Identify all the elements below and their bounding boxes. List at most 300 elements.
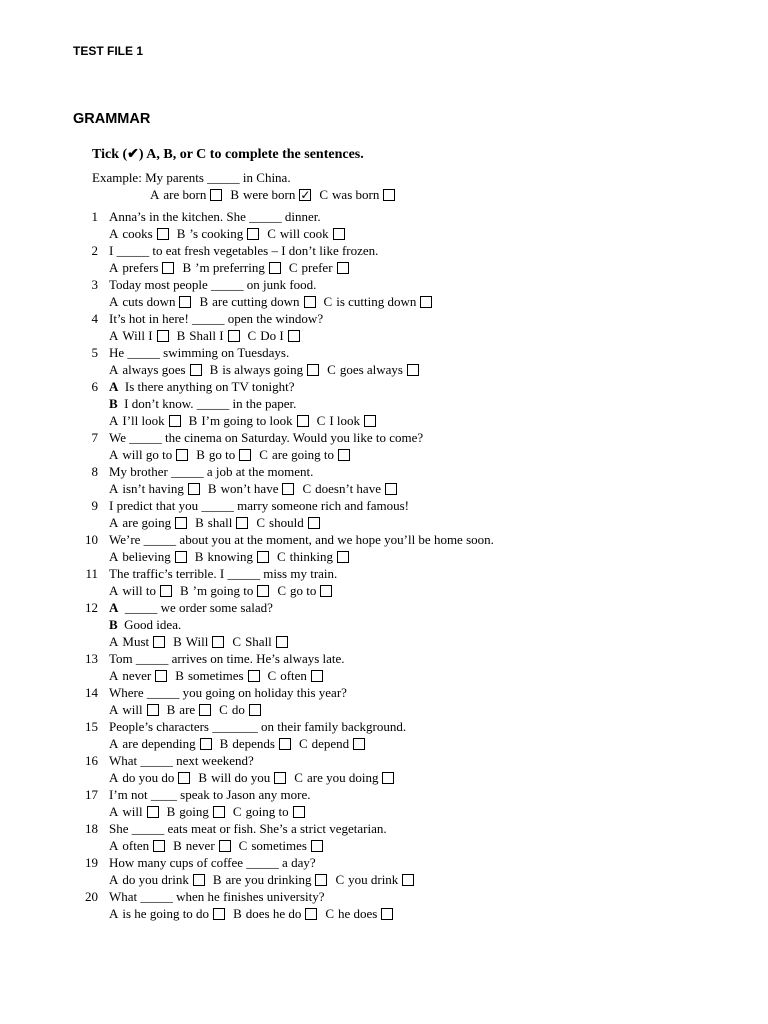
option-c[interactable] — [233, 804, 305, 820]
question-text — [109, 685, 347, 701]
option-a[interactable] — [109, 549, 187, 565]
option-text: do — [231, 702, 245, 717]
speaker-label: A — [109, 379, 119, 394]
question-text — [109, 311, 323, 327]
question-number: 20 — [85, 889, 98, 904]
option-a[interactable] — [109, 702, 159, 718]
option-a[interactable] — [109, 260, 174, 276]
option-letter: C — [335, 872, 345, 887]
speaker-label: B — [109, 396, 118, 411]
question-sentence: It’s hot in here! _____ open the window? — [109, 311, 324, 326]
option-c[interactable] — [239, 838, 323, 854]
answer-checkbox[interactable] — [315, 874, 327, 886]
option-b[interactable] — [220, 736, 291, 752]
option-b[interactable] — [173, 838, 231, 854]
answer-checkbox[interactable] — [160, 585, 172, 597]
option-text: is cutting down — [336, 294, 417, 309]
option-c[interactable] — [289, 260, 349, 276]
option-c[interactable] — [319, 187, 395, 203]
answer-checkbox[interactable] — [297, 415, 309, 427]
option-text: are cutting down — [212, 294, 300, 309]
option-letter: C — [294, 770, 303, 785]
option-b[interactable] — [195, 549, 269, 565]
question-number: 3 — [91, 277, 98, 292]
option-text: go to — [208, 447, 236, 462]
question-text — [109, 855, 316, 871]
option-letter: C — [238, 838, 248, 853]
option-c[interactable] — [335, 872, 414, 888]
question-number: 11 — [85, 566, 98, 581]
question-sentence: How many cups of coffee _____ a day? — [109, 855, 316, 870]
option-a[interactable] — [109, 906, 225, 922]
option-letter: B — [173, 838, 182, 853]
option-text: are going — [122, 515, 172, 530]
option-letter: B — [179, 583, 189, 598]
option-b[interactable] — [182, 260, 280, 276]
option-text: Do I — [260, 328, 284, 343]
question-text — [109, 209, 321, 225]
answer-checkbox[interactable] — [157, 330, 169, 342]
option-letter: A — [109, 838, 119, 853]
answer-options — [109, 702, 269, 718]
option-text: going to — [245, 804, 289, 819]
question-sentence: People’s characters _______ on their family background. — [109, 719, 407, 734]
option-text: were born — [243, 187, 296, 202]
option-letter: C — [267, 668, 277, 683]
option-a[interactable] — [109, 668, 167, 684]
option-text: shall — [207, 515, 233, 530]
option-b[interactable] — [177, 328, 240, 344]
option-letter: B — [195, 515, 204, 530]
answer-checkbox[interactable] — [385, 483, 397, 495]
option-letter: C — [219, 702, 228, 717]
option-b[interactable] — [230, 187, 311, 203]
answer-checkbox[interactable] — [239, 449, 251, 461]
question-number: 2 — [91, 243, 98, 258]
question-number: 13 — [85, 651, 98, 666]
option-b[interactable] — [167, 702, 212, 718]
question-number: 16 — [85, 753, 98, 768]
option-text: going — [179, 804, 209, 819]
question-sentence: He _____ swimming on Tuesdays. — [109, 345, 290, 360]
question-text — [109, 566, 337, 582]
option-letter: C — [302, 481, 312, 496]
answer-checkbox[interactable] — [276, 636, 288, 648]
question-number: 9 — [91, 498, 98, 513]
answer-checkbox[interactable] — [311, 840, 323, 852]
option-b[interactable] — [180, 583, 269, 599]
option-b[interactable] — [175, 668, 259, 684]
answer-checkbox[interactable] — [176, 449, 188, 461]
question-sentence: Good idea. — [124, 617, 182, 632]
question-sentence: I don’t know. _____ in the paper. — [124, 396, 297, 411]
option-letter: C — [316, 413, 326, 428]
option-text: isn’t having — [122, 481, 184, 496]
option-a[interactable] — [109, 770, 190, 786]
answer-checkbox[interactable] — [311, 670, 323, 682]
question-number: 6 — [91, 379, 98, 394]
question-number: 4 — [91, 311, 98, 326]
option-letter: A — [109, 804, 119, 819]
question-sentence: _____ we order some salad? — [124, 600, 273, 615]
option-a[interactable] — [109, 481, 200, 497]
answer-checkbox[interactable] — [212, 636, 224, 648]
option-letter: B — [176, 328, 186, 343]
answer-checkbox[interactable] — [169, 415, 181, 427]
option-letter: B — [212, 872, 222, 887]
option-letter: A — [109, 770, 119, 785]
option-letter: B — [233, 906, 242, 921]
answer-options — [109, 328, 308, 344]
option-text: prefer — [301, 260, 333, 275]
option-text: cooks — [122, 226, 153, 241]
speaker-label: B — [109, 617, 118, 632]
option-a[interactable] — [109, 872, 205, 888]
option-letter: A — [109, 906, 119, 921]
option-a[interactable] — [109, 362, 202, 378]
answer-checkbox[interactable] — [353, 738, 365, 750]
option-letter: A — [109, 226, 119, 241]
option-a[interactable] — [109, 447, 188, 463]
option-text: are you drinking — [225, 872, 312, 887]
option-b[interactable] — [199, 294, 315, 310]
question-sentence: Tom _____ arrives on time. He’s always late. — [109, 651, 345, 666]
answer-checkbox[interactable] — [228, 330, 240, 342]
option-text: believing — [122, 549, 171, 564]
option-letter: C — [247, 328, 257, 343]
option-b[interactable] — [195, 515, 248, 531]
option-text: never — [122, 668, 152, 683]
question-number: 17 — [85, 787, 98, 802]
answer-checkbox[interactable] — [257, 551, 269, 563]
answer-checkbox[interactable] — [147, 704, 159, 716]
option-text: ’m going to — [192, 583, 254, 598]
option-c[interactable] — [324, 294, 433, 310]
option-letter: B — [188, 413, 198, 428]
answer-checkbox[interactable] — [178, 772, 190, 784]
question-number: 8 — [91, 464, 98, 479]
option-letter: C — [232, 634, 242, 649]
option-a[interactable] — [109, 736, 212, 752]
question-sentence: Today most people _____ on junk food. — [109, 277, 317, 292]
answer-checkbox[interactable] — [407, 364, 419, 376]
option-c[interactable] — [259, 447, 350, 463]
option-a[interactable] — [109, 804, 159, 820]
instruction: Tick (✔) A, B, or C to complete the sentences. — [92, 147, 364, 162]
option-letter: A — [109, 668, 119, 683]
answer-checkbox[interactable] — [153, 840, 165, 852]
answer-checkbox[interactable] — [175, 551, 187, 563]
answer-options — [109, 260, 357, 276]
option-b[interactable] — [208, 481, 295, 497]
option-a[interactable] — [109, 294, 191, 310]
question-text — [109, 753, 254, 769]
section-heading: GRAMMAR — [73, 111, 151, 127]
option-c[interactable] — [327, 362, 419, 378]
answer-checkbox[interactable] — [420, 296, 432, 308]
option-letter: C — [327, 362, 336, 377]
question-number: 12 — [85, 600, 98, 615]
option-a[interactable] — [109, 328, 169, 344]
answer-checkbox[interactable] — [157, 228, 169, 240]
option-c[interactable] — [277, 549, 349, 565]
option-c[interactable] — [277, 583, 332, 599]
question-text — [109, 277, 316, 293]
option-letter: C — [276, 549, 286, 564]
answer-checkbox[interactable] — [153, 636, 165, 648]
option-text: doesn’t have — [315, 481, 381, 496]
question-sentence: The traffic’s terrible. I _____ miss my train. — [109, 566, 338, 581]
option-text: is he going to do — [122, 906, 210, 921]
answer-options — [109, 481, 405, 497]
question-text — [109, 651, 345, 667]
answer-options — [109, 362, 427, 378]
question-sentence: Anna’s in the kitchen. She _____ dinner. — [109, 209, 321, 224]
answer-checkbox[interactable] — [162, 262, 174, 274]
option-letter: C — [277, 583, 286, 598]
question-number: 1 — [91, 209, 98, 224]
question-sentence: We’re _____ about you at the moment, and we hope you’ll be home soon. — [109, 532, 494, 547]
answer-checkbox[interactable] — [248, 670, 260, 682]
question-text — [109, 430, 423, 446]
option-text: do you do — [122, 770, 175, 785]
answer-checkbox[interactable] — [337, 551, 349, 563]
option-text: will to — [122, 583, 156, 598]
question-sentence: We _____ the cinema on Saturday. Would you like to come? — [109, 430, 424, 445]
option-b[interactable] — [210, 362, 320, 378]
option-letter: B — [175, 668, 184, 683]
example-prompt: Example: My parents _____ in China. — [92, 170, 291, 185]
answer-checkbox[interactable] — [190, 364, 202, 376]
option-text: prefers — [122, 260, 159, 275]
question-text — [109, 532, 494, 548]
option-a[interactable] — [150, 187, 222, 203]
option-letter: A — [109, 362, 119, 377]
option-letter: B — [166, 804, 176, 819]
answer-checkbox[interactable] — [213, 806, 225, 818]
answer-options — [109, 872, 422, 888]
answer-checkbox[interactable] — [304, 296, 316, 308]
answer-checkbox[interactable] — [382, 772, 394, 784]
answer-checkbox[interactable] — [200, 738, 212, 750]
answer-checkbox[interactable] — [147, 806, 159, 818]
question-number: 14 — [85, 685, 98, 700]
option-text: he does — [338, 906, 378, 921]
option-text: I’m going to look — [201, 413, 293, 428]
option-text: never — [185, 838, 215, 853]
option-text: Must — [122, 634, 150, 649]
option-text: ’m preferring — [195, 260, 265, 275]
option-letter: B — [182, 260, 192, 275]
option-b[interactable] — [233, 906, 317, 922]
option-b[interactable] — [173, 634, 224, 650]
question-sentence: I’m not ____ speak to Jason any more. — [109, 787, 311, 802]
question-text — [109, 719, 406, 735]
question-number: 5 — [91, 345, 98, 360]
option-letter: A — [109, 294, 119, 309]
answer-checkbox[interactable] — [188, 483, 200, 495]
option-text: go to — [290, 583, 317, 598]
option-c[interactable] — [302, 481, 397, 497]
option-letter: C — [259, 447, 268, 462]
option-text: are you doing — [306, 770, 379, 785]
answer-checkbox[interactable] — [257, 585, 269, 597]
option-letter: C — [232, 804, 242, 819]
answer-options — [109, 583, 340, 599]
option-c[interactable] — [256, 515, 319, 531]
answer-checkbox[interactable] — [383, 189, 395, 201]
question-sentence: What _____ when he finishes university? — [109, 889, 325, 904]
answer-checkbox[interactable] — [282, 483, 294, 495]
option-text: are depending — [122, 736, 196, 751]
answer-checkbox[interactable] — [213, 908, 225, 920]
answer-checkbox[interactable] — [307, 364, 319, 376]
answer-options — [109, 447, 358, 463]
question-text — [109, 379, 294, 395]
answer-checkbox[interactable] — [338, 449, 350, 461]
option-text: Shall I — [189, 328, 224, 343]
option-text: was born — [332, 187, 380, 202]
answer-options — [109, 549, 357, 565]
option-letter: C — [325, 906, 335, 921]
answer-checkbox[interactable] — [236, 517, 248, 529]
answer-checkbox[interactable] — [364, 415, 376, 427]
question-text — [109, 600, 273, 616]
question-number: 18 — [85, 821, 98, 836]
answer-options — [109, 413, 384, 429]
speaker-label: A — [109, 600, 119, 615]
answer-options — [109, 294, 440, 310]
option-text: will do you — [211, 770, 271, 785]
answer-checkbox[interactable] — [274, 772, 286, 784]
answer-checkbox[interactable] — [279, 738, 291, 750]
answer-checkbox[interactable] — [249, 704, 261, 716]
answer-checkbox[interactable] — [199, 704, 211, 716]
option-text: does he do — [245, 906, 302, 921]
option-letter: A — [109, 328, 119, 343]
option-text: sometimes — [187, 668, 244, 683]
answer-checkbox[interactable] — [320, 585, 332, 597]
option-text: cuts down — [122, 294, 176, 309]
option-a[interactable] — [109, 634, 165, 650]
option-c[interactable] — [219, 702, 261, 718]
option-a[interactable] — [109, 226, 169, 242]
option-text: will go to — [122, 447, 173, 462]
question-sentence: Where _____ you going on holiday this year? — [109, 685, 347, 700]
option-text: are born — [163, 187, 207, 202]
option-c[interactable] — [325, 906, 393, 922]
option-text: often — [280, 668, 307, 683]
answer-checkbox[interactable] — [402, 874, 414, 886]
example-options — [150, 187, 403, 203]
answer-checkbox[interactable] — [305, 908, 317, 920]
option-letter: C — [267, 226, 276, 241]
question-sentence: My brother _____ a job at the moment. — [109, 464, 314, 479]
option-letter: B — [173, 634, 182, 649]
option-b[interactable] — [167, 804, 225, 820]
option-text: often — [122, 838, 150, 853]
option-c[interactable] — [248, 328, 300, 344]
option-letter: A — [109, 260, 119, 275]
option-text: I’ll look — [122, 413, 165, 428]
option-c[interactable] — [232, 634, 287, 650]
question-sentence: She _____ eats meat or fish. She’s a strict vegetarian. — [109, 821, 387, 836]
answer-checkbox[interactable] — [155, 670, 167, 682]
option-letter: B — [176, 226, 186, 241]
test-file-label: TEST FILE 1 — [73, 44, 144, 58]
option-text: depend — [311, 736, 350, 751]
option-a[interactable] — [109, 583, 172, 599]
option-c[interactable] — [268, 668, 323, 684]
option-b[interactable] — [198, 770, 286, 786]
answer-checkbox[interactable] — [333, 228, 345, 240]
checked-checkbox[interactable] — [299, 189, 311, 201]
answer-options — [109, 226, 353, 242]
option-a[interactable] — [109, 838, 165, 854]
question-number: 19 — [85, 855, 98, 870]
question-text — [109, 889, 325, 905]
question-text — [109, 396, 296, 412]
option-text: sometimes — [251, 838, 307, 853]
option-letter: B — [207, 481, 217, 496]
option-a[interactable] — [109, 515, 187, 531]
option-letter: B — [219, 736, 229, 751]
option-letter: B — [209, 362, 219, 377]
answer-options — [109, 838, 331, 854]
option-text: will — [122, 702, 143, 717]
option-text: are — [179, 702, 196, 717]
option-text: depends — [232, 736, 275, 751]
option-c[interactable] — [267, 226, 344, 242]
option-text: are going to — [271, 447, 335, 462]
answer-checkbox[interactable] — [337, 262, 349, 274]
answer-checkbox[interactable] — [175, 517, 187, 529]
option-text: always goes — [122, 362, 186, 377]
answer-checkbox[interactable] — [293, 806, 305, 818]
option-b[interactable] — [196, 447, 251, 463]
answer-options — [109, 770, 402, 786]
option-text: I look — [329, 413, 361, 428]
answer-options — [109, 634, 296, 650]
option-b[interactable] — [189, 413, 309, 429]
option-letter: B — [196, 447, 205, 462]
option-c[interactable] — [294, 770, 394, 786]
answer-checkbox[interactable] — [210, 189, 222, 201]
option-c[interactable] — [299, 736, 365, 752]
question-sentence: Is there anything on TV tonight? — [124, 379, 295, 394]
question-text — [109, 821, 387, 837]
option-c[interactable] — [317, 413, 376, 429]
answer-checkbox[interactable] — [193, 874, 205, 886]
answer-checkbox[interactable] — [308, 517, 320, 529]
option-a[interactable] — [109, 413, 181, 429]
option-letter: B — [198, 770, 208, 785]
answer-checkbox[interactable] — [269, 262, 281, 274]
option-b[interactable] — [177, 226, 259, 242]
question-text — [109, 498, 409, 514]
option-letter: B — [194, 549, 204, 564]
answer-options — [109, 515, 328, 531]
option-letter: A — [109, 481, 119, 496]
answer-checkbox[interactable] — [247, 228, 259, 240]
question-sentence: What _____ next weekend? — [109, 753, 254, 768]
answer-checkbox[interactable] — [179, 296, 191, 308]
answer-checkbox[interactable] — [381, 908, 393, 920]
question-sentence: I _____ to eat fresh vegetables – I don’t like frozen. — [109, 243, 379, 258]
answer-checkbox[interactable] — [219, 840, 231, 852]
option-b[interactable] — [213, 872, 328, 888]
answer-checkbox[interactable] — [288, 330, 300, 342]
